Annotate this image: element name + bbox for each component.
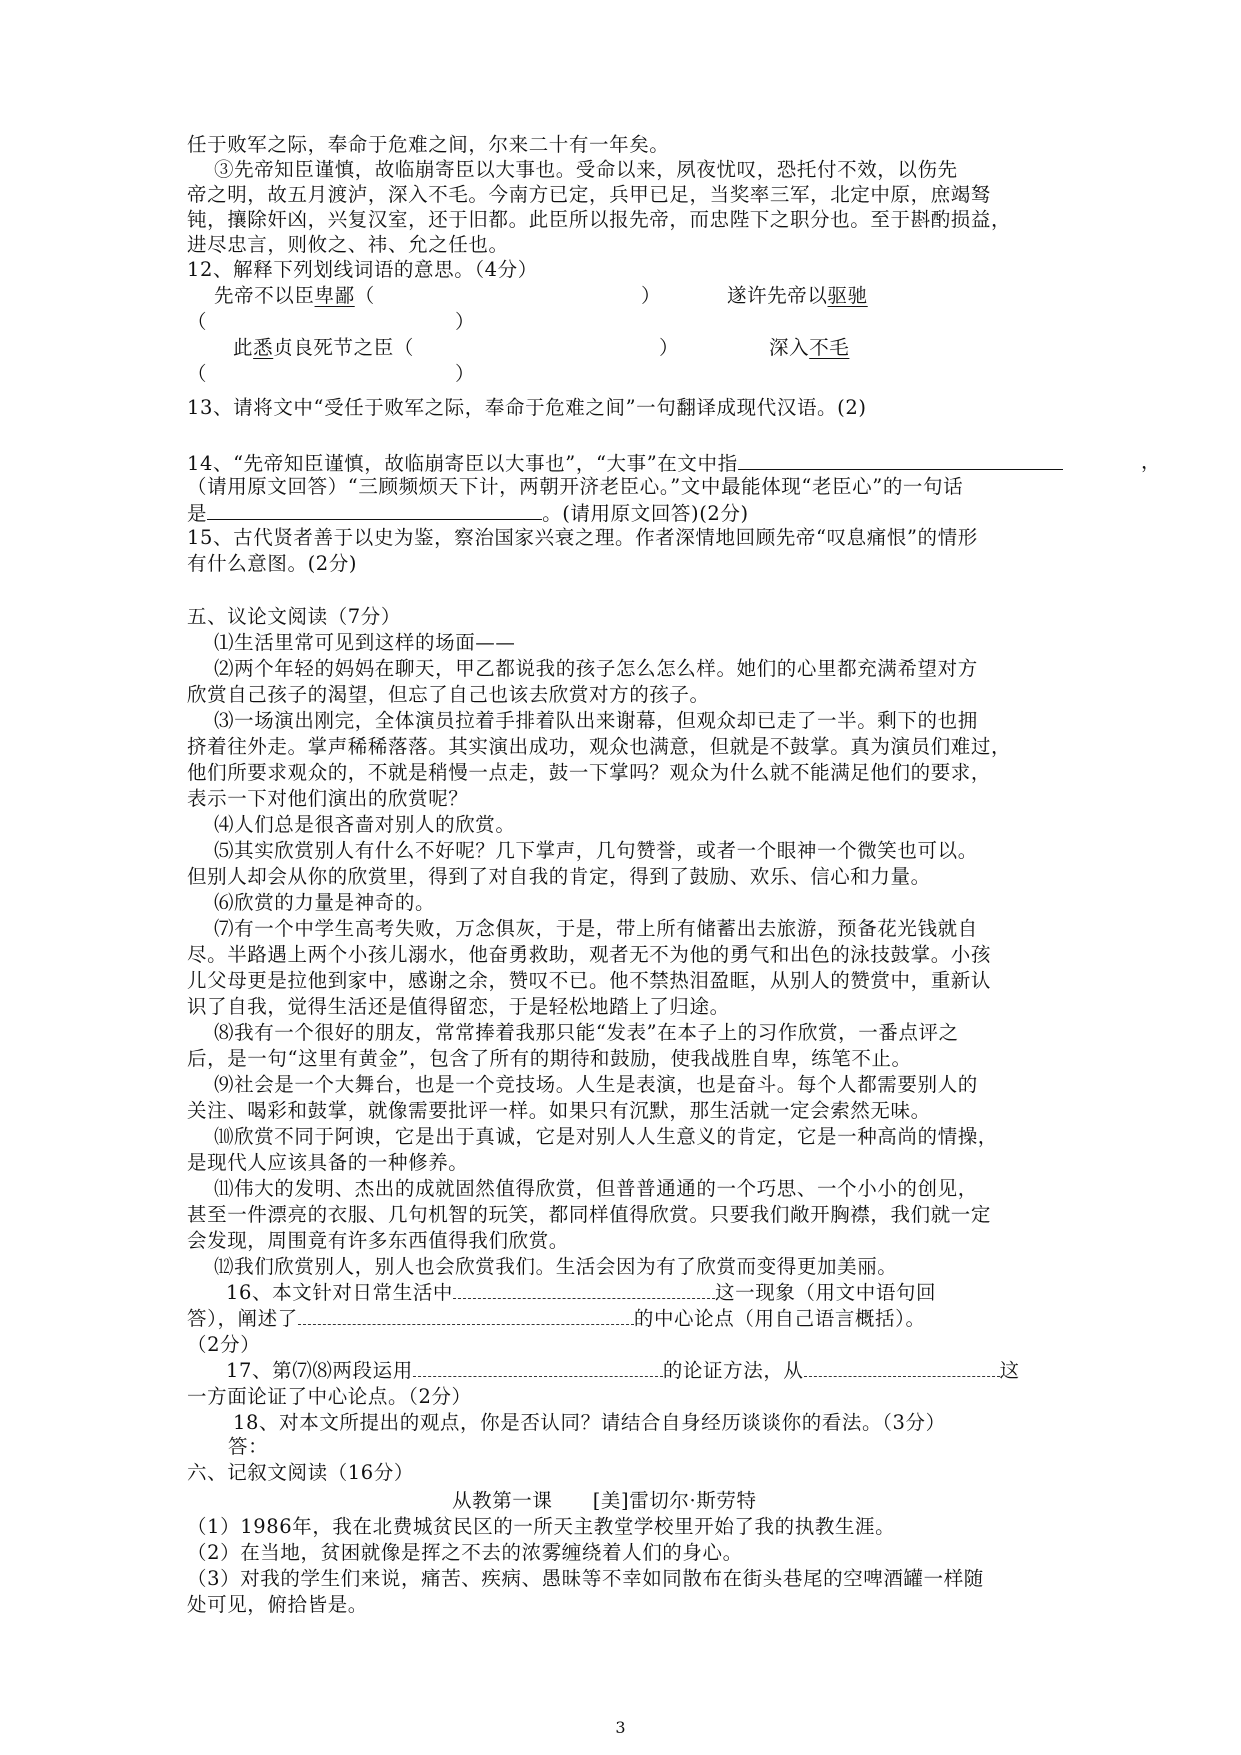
sec5-line: ⑵两个年轻的妈妈在聊天，甲乙都说我的孩子怎么怎么样。她们的心里都充满希望对方 bbox=[214, 657, 978, 680]
sec5-line: 是现代人应该具备的一种修养。 bbox=[187, 1151, 469, 1174]
sec5-line: 后，是一句“这里有黄金”，包含了所有的期待和鼓励，使我战胜自卑，练笔不止。 bbox=[187, 1047, 912, 1070]
article-heading: 从教第一课 [美]雷切尔·斯劳特 bbox=[452, 1489, 757, 1512]
passage-line: ③先帝知臣谨慎，故临崩寄臣以大事也。受命以来，夙夜忧叹，恐托付不效，以伤先 bbox=[214, 158, 958, 181]
q15-line: 有什么意图。(2分) bbox=[187, 552, 358, 575]
q17-text-c: 这 bbox=[999, 1359, 1020, 1382]
q16-text-b: 这一现象（用文中语句回 bbox=[715, 1281, 937, 1304]
sec5-line: 欣赏自己孩子的渴望，但忘了自己也该去欣赏对方的孩子。 bbox=[187, 683, 710, 706]
q12-c-prefix: 此 bbox=[233, 336, 254, 359]
q12-b-underlined-word: 驱驰 bbox=[827, 284, 868, 307]
q12-a-underlined-word: 卑鄙 bbox=[314, 284, 355, 307]
q16-text-d: 的中心论点（用自己语言概括）。 bbox=[633, 1307, 926, 1330]
q12-d-underlined-word: 不毛 bbox=[809, 336, 850, 359]
q12-d-prefix: 深入 bbox=[769, 336, 810, 359]
q16-text-a: 16、本文针对日常生活中 bbox=[226, 1281, 454, 1304]
sec5-line: 挤着往外走。掌声稀稀落落。其实演出成功，观众也满意，但就是不鼓掌。真为演员们难过， bbox=[187, 735, 1012, 758]
sec5-line: ⑷人们总是很吝啬对别人的欣赏。 bbox=[214, 813, 516, 836]
q16-score: （2分） bbox=[187, 1333, 261, 1356]
q12-item-b bbox=[727, 283, 868, 309]
q17-text-a: 17、第⑺⑻两段运用 bbox=[226, 1359, 413, 1382]
q17-answer-blank-1[interactable] bbox=[413, 1358, 663, 1377]
passage-line: 钝，攘除奸凶，兴复汉室，还于旧都。此臣所以报先帝，而忠陛下之职分也。至于斟酌损益， bbox=[187, 208, 1012, 231]
sec5-line: 尽。半路遇上两个小孩儿溺水，他奋勇救助，观者无不为他的勇气和出色的泳技鼓掌。小孩 bbox=[187, 943, 992, 966]
q12-a-close: ） bbox=[641, 284, 662, 307]
question-12-stem: 12、解释下列划线词语的意思。（4分） bbox=[187, 258, 538, 281]
q16-line-2 bbox=[187, 1306, 926, 1332]
q15-line: 15、古代贤者善于以史为鉴，察治国家兴衰之理。作者深情地回顾先帝“叹息痛恨”的情形 bbox=[187, 526, 978, 549]
passage-line: 任于败军之际，奉命于危难之间，尔来二十有一年矣。 bbox=[187, 133, 670, 156]
sec5-line: ⑺有一个中学生高考失败，万念俱灰，于是，带上所有储蓄出去旅游，预备花光钱就自 bbox=[214, 917, 978, 940]
q12-item-d bbox=[769, 335, 849, 361]
q17-line-2: 一方面论证了中心论点。（2分） bbox=[187, 1385, 472, 1408]
q17-text-b: 的论证方法，从 bbox=[662, 1359, 804, 1382]
q12-b-open[interactable]: （ bbox=[187, 310, 208, 333]
sec5-line: ⑴生活里常可见到这样的场面—— bbox=[214, 631, 516, 654]
sec6-line: （2）在当地，贫困就像是挥之不去的浓雾缠绕着人们的身心。 bbox=[187, 1541, 743, 1564]
sec5-line: ⑽欣赏不同于阿谀，它是出于真诚，它是对别人人生意义的肯定，它是一种高尚的情操， bbox=[214, 1125, 998, 1148]
section-5-title: 五、议论文阅读（7分） bbox=[187, 605, 402, 628]
sec5-line: 甚至一件漂亮的衣服、几句机智的玩笑，都同样值得欣赏。只要我们敞开胸襟，我们就一定 bbox=[187, 1203, 992, 1226]
q16-answer-blank-2[interactable] bbox=[298, 1306, 634, 1325]
sec6-line: 处可见，俯拾皆是。 bbox=[187, 1593, 368, 1616]
q17-answer-blank-2[interactable] bbox=[804, 1358, 1000, 1377]
q16-text-c: 答），阐述了 bbox=[187, 1307, 298, 1330]
page-number: 3 bbox=[615, 1718, 626, 1737]
q14-text-a: 14、“先帝知臣谨慎，故临崩寄臣以大事也”，“大事”在文中指 bbox=[187, 452, 738, 475]
sec5-line: 关注、喝彩和鼓掌，就像需要批评一样。如果只有沉默，那生活就一定会索然无味。 bbox=[187, 1099, 931, 1122]
q18-answer-label[interactable]: 答： bbox=[228, 1435, 269, 1458]
q14-answer-blank-2[interactable] bbox=[207, 499, 542, 520]
question-16 bbox=[226, 1280, 936, 1306]
sec5-line: ⑿我们欣赏别人，别人也会欣赏我们。生活会因为有了欣赏而变得更加美丽。 bbox=[214, 1255, 898, 1278]
q14-c-suffix: 。(请用原文回答)(2分) bbox=[542, 502, 749, 525]
q12-a-prefix: 先帝不以臣 bbox=[214, 284, 315, 307]
sec5-line: 他们所要求观众的，不就是稍慢一点走，鼓一下掌吗？观众为什么就不能满足他们的要求， bbox=[187, 761, 992, 784]
q12-item-a bbox=[214, 283, 375, 309]
sec5-line: 但别人却会从你的欣赏里，得到了对自我的肯定，得到了鼓励、欢乐、信心和力量。 bbox=[187, 865, 931, 888]
q12-d-close: ） bbox=[455, 362, 476, 385]
sec6-line: （3）对我的学生们来说，痛苦、疾病、愚昧等不幸如同散布在街头巷尾的空啤酒罐一样随 bbox=[187, 1567, 984, 1590]
sec5-line: ⑶一场演出刚完，全体演员拉着手排着队出来谢幕，但观众却已走了一半。剩下的也拥 bbox=[214, 709, 978, 732]
q12-b-close: ） bbox=[455, 310, 476, 333]
sec5-line: ⑻我有一个很好的朋友，常常捧着我那只能“发表”在本子上的习作欣赏，一番点评之 bbox=[214, 1021, 959, 1044]
passage-line: 进尽忠言，则攸之、祎、允之任也。 bbox=[187, 233, 509, 256]
q14-c-prefix: 是 bbox=[187, 502, 208, 525]
q12-c-close: ） bbox=[659, 336, 680, 359]
sec5-line: 识了自我，觉得生活还是值得留恋，于是轻松地踏上了归途。 bbox=[187, 995, 730, 1018]
question-17 bbox=[226, 1358, 1020, 1384]
q12-d-open[interactable]: （ bbox=[187, 362, 208, 385]
sec5-line: ⑹欣赏的力量是神奇的。 bbox=[214, 891, 436, 914]
q12-a-open: （ bbox=[354, 284, 375, 307]
q12-item-c bbox=[233, 335, 414, 361]
sec5-line: 会发现，周围竟有许多东西值得我们欣赏。 bbox=[187, 1229, 569, 1252]
question-14 bbox=[187, 449, 1063, 477]
sec5-line: ⑾伟大的发明、杰出的成就固然值得欣赏，但普普通通的一个巧思、一个小小的创见， bbox=[214, 1177, 978, 1200]
sec5-line: 儿父母更是拉他到家中，感谢之余，赞叹不已。他不禁热泪盈眶，从别人的赞赏中，重新认 bbox=[187, 969, 992, 992]
section-6-title: 六、记叙文阅读（16分） bbox=[187, 1461, 415, 1484]
sec6-line: （1）1986年，我在北费城贫民区的一所天主教堂学校里开始了我的执教生涯。 bbox=[187, 1515, 896, 1538]
sec5-line: ⑸其实欣赏别人有什么不好呢？几下掌声，几句赞誉，或者一个眼神一个微笑也可以。 bbox=[214, 839, 978, 862]
sec5-line: 表示一下对他们演出的欣赏呢？ bbox=[187, 787, 469, 810]
q14-line-b: （请用原文回答）“三顾频烦天下计，两朝开济老臣心。”文中最能体现“老臣心”的一句话 bbox=[187, 475, 964, 498]
q12-b-prefix: 遂许先帝以 bbox=[727, 284, 828, 307]
q16-answer-blank-1[interactable] bbox=[453, 1280, 715, 1299]
question-18: 18、对本文所提出的观点，你是否认同？请结合自身经历谈谈你的看法。（3分） bbox=[233, 1411, 946, 1434]
passage-line: 帝之明，故五月渡泸，深入不毛。今南方已定，兵甲已足，当奖率三军，北定中原，庶竭驽 bbox=[187, 183, 992, 206]
q12-c-suffix: 贞良死节之臣（ bbox=[273, 336, 414, 359]
q14-answer-blank-1[interactable] bbox=[738, 449, 1063, 470]
sec5-line: ⑼社会是一个大舞台，也是一个竞技场。人生是表演，也是奋斗。每个人都需要别人的 bbox=[214, 1073, 978, 1096]
question-13: 13、请将文中“受任于败军之际，奉命于危难之间”一句翻译成现代汉语。(2) bbox=[187, 396, 867, 419]
q14-comma: ， bbox=[1141, 450, 1162, 473]
q12-c-underlined-word: 悉 bbox=[253, 336, 274, 359]
q14-line-c bbox=[187, 499, 749, 527]
